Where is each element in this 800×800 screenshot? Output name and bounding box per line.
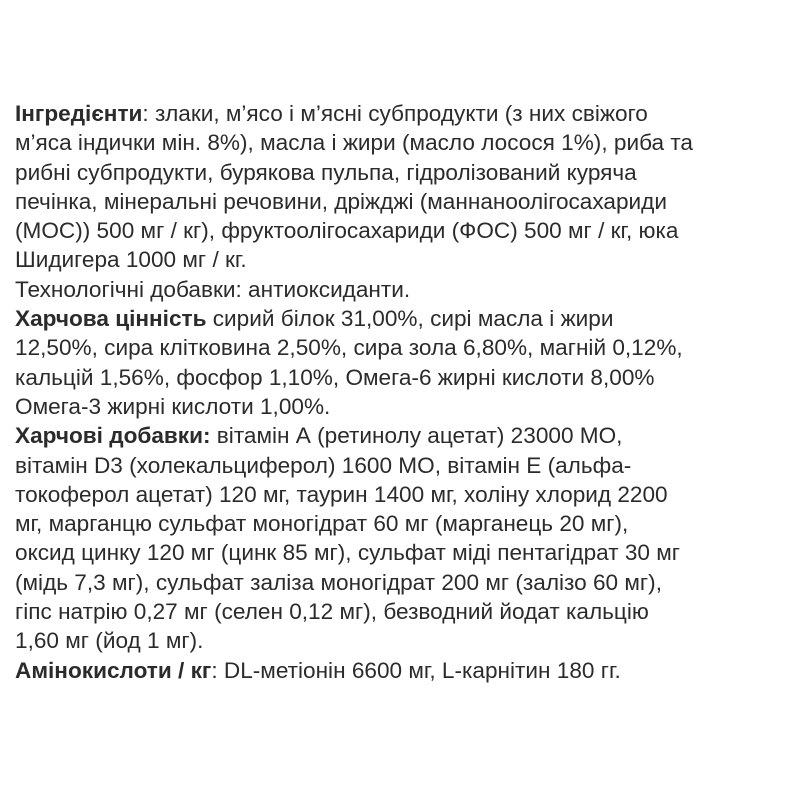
- ingredients-line-6: Шидигера 1000 мг / кг.: [15, 247, 247, 273]
- food-additives-heading: Харчові добавки:: [15, 423, 211, 449]
- food-additives-line-5: оксид цинку 120 мг (цинк 85 мг), сульфат міді пентагідрат 30 мг: [15, 540, 681, 566]
- ingredients-line-1: [15, 99, 795, 128]
- nutritional-value-text: сирий білок 31,00%, сирі масла і жири: [206, 306, 614, 332]
- ingredients-heading: Інгредієнти: [15, 101, 143, 126]
- ingredients-line-4: печінка, мінеральні речовини, дріжджі (маннаноолігосахариди: [15, 188, 667, 214]
- food-additives-line-8: 1,60 мг (йод 1 мг).: [15, 628, 204, 654]
- nutritional-value-line-4: Омега-3 жирні кислоти 1,00%.: [15, 393, 331, 419]
- food-additives-line-7: гіпс натрію 0,27 мг (селен 0,12 мг), безводний йодат кальцію: [15, 599, 649, 625]
- ingredients-line-3: рибні субпродукти, бурякова пульпа, гідролізований куряча: [15, 159, 637, 185]
- amino-acids-heading: Амінокислоти / кг: [15, 657, 212, 683]
- product-label-text: [15, 99, 795, 685]
- ingredients-line-2: м’яса індички мін. 8%), масла і жири (масло лосося 1%), риба та: [15, 130, 693, 156]
- technological-additives-line: Технологічні добавки: антиоксиданти.: [15, 276, 411, 302]
- food-additives-line-4: мг, марганцю сульфат моногідрат 60 мг (марганець 20 мг),: [15, 511, 629, 537]
- amino-acids-text: : DL-метіонін 6600 мг, L-карнітин 180 гг.: [211, 657, 621, 683]
- food-additives-text: вітамін А (ретинолу ацетат) 23000 МО,: [210, 423, 623, 449]
- amino-acids-line: [15, 656, 795, 685]
- nutritional-value-line-2: 12,50%, сира клітковина 2,50%, сира зола 6,80%, магній 0,12%,: [15, 335, 683, 361]
- nutritional-value-heading: Харчова цінність: [15, 306, 207, 332]
- nutritional-value-line-3: кальцій 1,56%, фосфор 1,10%, Омега-6 жирні кислоти 8,00%: [15, 364, 655, 390]
- food-additives-line-3: токоферол ацетат) 120 мг, таурин 1400 мг, холіну хлорид 2200: [15, 481, 668, 507]
- food-additives-line-6: (мідь 7,3 мг), сульфат заліза моногідрат 200 мг (залізо 60 мг),: [15, 569, 662, 595]
- ingredients-line-5: (МОС)) 500 мг / кг), фруктоолігосахариди (ФОС) 500 мг / кг, юка: [15, 218, 679, 244]
- food-additives-line-2: вітамін D3 (холекальциферол) 1600 МО, вітамін Е (альфа-: [15, 452, 632, 478]
- food-additives-line-1: [15, 421, 795, 450]
- nutritional-value-line-1: [15, 304, 795, 333]
- ingredients-text: : злаки, м’ясо і м’ясні субпродукти (з них свіжого: [142, 101, 648, 126]
